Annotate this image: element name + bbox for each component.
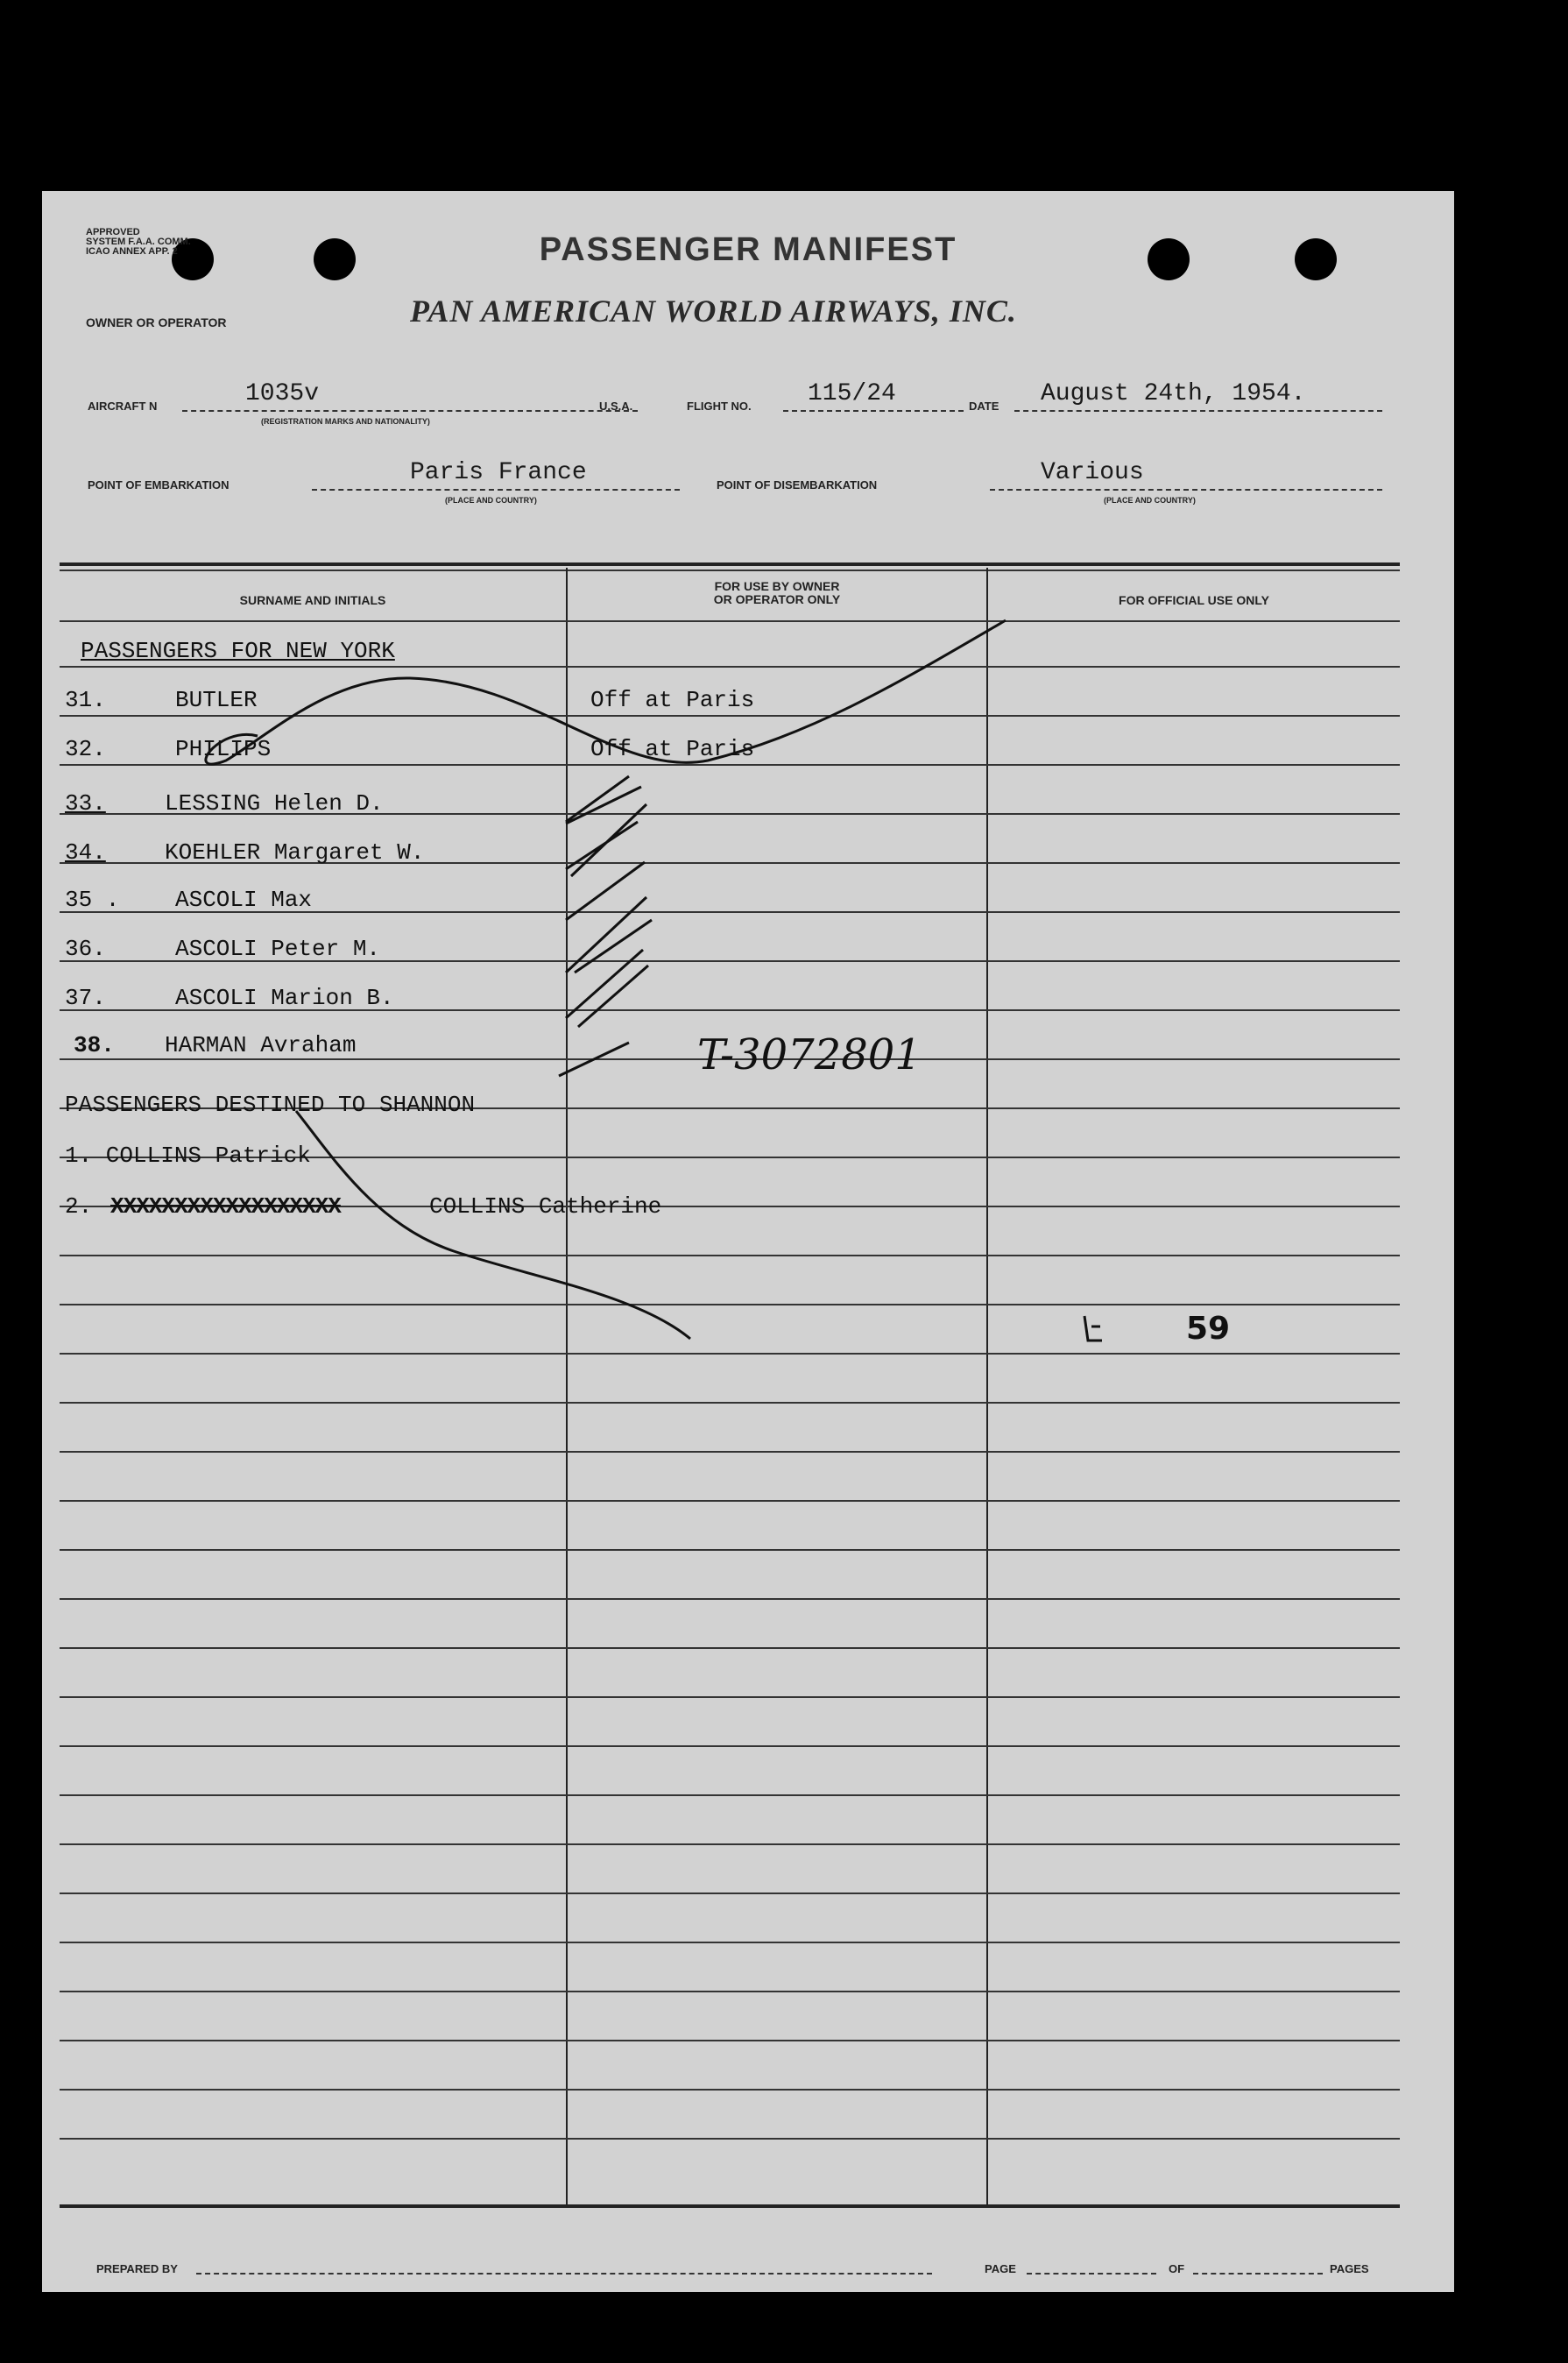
shannon-header: PASSENGERS DESTINED TO SHANNON	[65, 1092, 476, 1118]
date-label: DATE	[969, 400, 999, 413]
initial-mark	[1084, 1316, 1102, 1341]
ny-header: PASSENGERS FOR NEW YORK	[81, 638, 395, 664]
flight-label: FLIGHT NO.	[687, 400, 752, 413]
owner-label: OWNER OR OPERATOR	[86, 315, 227, 329]
passenger-name: ASCOLI Max	[175, 887, 313, 913]
approval-line: ICAO ANNEX APP. 2	[86, 246, 178, 257]
row-number: 35 .	[65, 887, 120, 913]
check-mark	[566, 776, 641, 824]
embark-value: Paris France	[410, 459, 587, 486]
operator-header-line: OR OPERATOR ONLY	[713, 592, 841, 606]
struck-out-text: XXXXXXXXXXXXXXXXXX	[110, 1193, 341, 1220]
row-number: 38.	[74, 1032, 115, 1058]
shannon-bracket	[296, 1111, 690, 1339]
document-title: PASSENGER MANIFEST	[539, 231, 957, 268]
shannon-passenger: COLLINS Catherine	[429, 1193, 662, 1220]
approval-line: SYSTEM F.A.A. COMM.	[86, 237, 191, 247]
row-number: 31.	[65, 687, 106, 713]
shannon-passenger: 1. COLLINS Patrick	[65, 1143, 311, 1169]
pen-markings	[42, 191, 1454, 2292]
aircraft-label: AIRCRAFT N	[88, 400, 158, 413]
operator-note: Off at Paris	[590, 687, 755, 713]
shannon-row-number: 2.	[65, 1193, 93, 1220]
embark-label: POINT OF EMBARKATION	[88, 478, 230, 492]
passenger-name: HARMAN Avraham	[165, 1032, 357, 1058]
check-mark	[559, 1043, 629, 1076]
page-label: PAGE	[985, 2262, 1016, 2275]
row-number: 34.	[65, 839, 106, 866]
check-mark	[566, 804, 646, 876]
surname-column-header: SURNAME AND INITIALS	[239, 593, 386, 607]
passenger-name: LESSING Helen D.	[165, 790, 384, 817]
flight-value: 115/24	[808, 380, 896, 407]
airline-name: PAN AMERICAN WORLD AIRWAYS, INC.	[410, 294, 1017, 329]
check-mark	[566, 897, 652, 973]
operator-note: Off at Paris	[590, 736, 755, 762]
row-number: 36.	[65, 936, 106, 962]
passenger-name: PHILIPS	[175, 736, 272, 762]
handwritten-reference: T-3072801	[697, 1030, 922, 1079]
manifest-sheet	[42, 191, 1454, 2292]
aircraft-value: 1035v	[245, 380, 320, 407]
disembark-note: (PLACE AND COUNTRY)	[1104, 496, 1196, 505]
official-column-header: FOR OFFICIAL USE ONLY	[1119, 593, 1269, 607]
passenger-name: ASCOLI Peter M.	[175, 936, 381, 962]
official-page-number: 59	[1186, 1311, 1231, 1347]
row-number: 33.	[65, 790, 106, 817]
prepared-by-label: PREPARED BY	[96, 2262, 178, 2275]
usa-label: U.S.A.	[599, 400, 633, 413]
row-number: 32.	[65, 736, 106, 762]
row-number: 37.	[65, 985, 106, 1011]
passenger-name: KOEHLER Margaret W.	[165, 839, 425, 866]
passenger-name: BUTLER	[175, 687, 258, 713]
passenger-name: ASCOLI Marion B.	[175, 985, 394, 1011]
embark-note: (PLACE AND COUNTRY)	[445, 496, 537, 505]
disembark-label: POINT OF DISEMBARKATION	[717, 478, 878, 492]
of-label: OF	[1169, 2262, 1185, 2275]
pages-label: PAGES	[1330, 2262, 1369, 2275]
registration-note: (REGISTRATION MARKS AND NATIONALITY)	[261, 417, 430, 426]
disembark-value: Various	[1041, 459, 1144, 486]
approval-line: APPROVED	[86, 227, 140, 237]
date-value: August 24th, 1954.	[1041, 380, 1306, 407]
cancel-scribble	[206, 620, 1006, 764]
operator-header-line: FOR USE BY OWNER	[714, 579, 840, 593]
